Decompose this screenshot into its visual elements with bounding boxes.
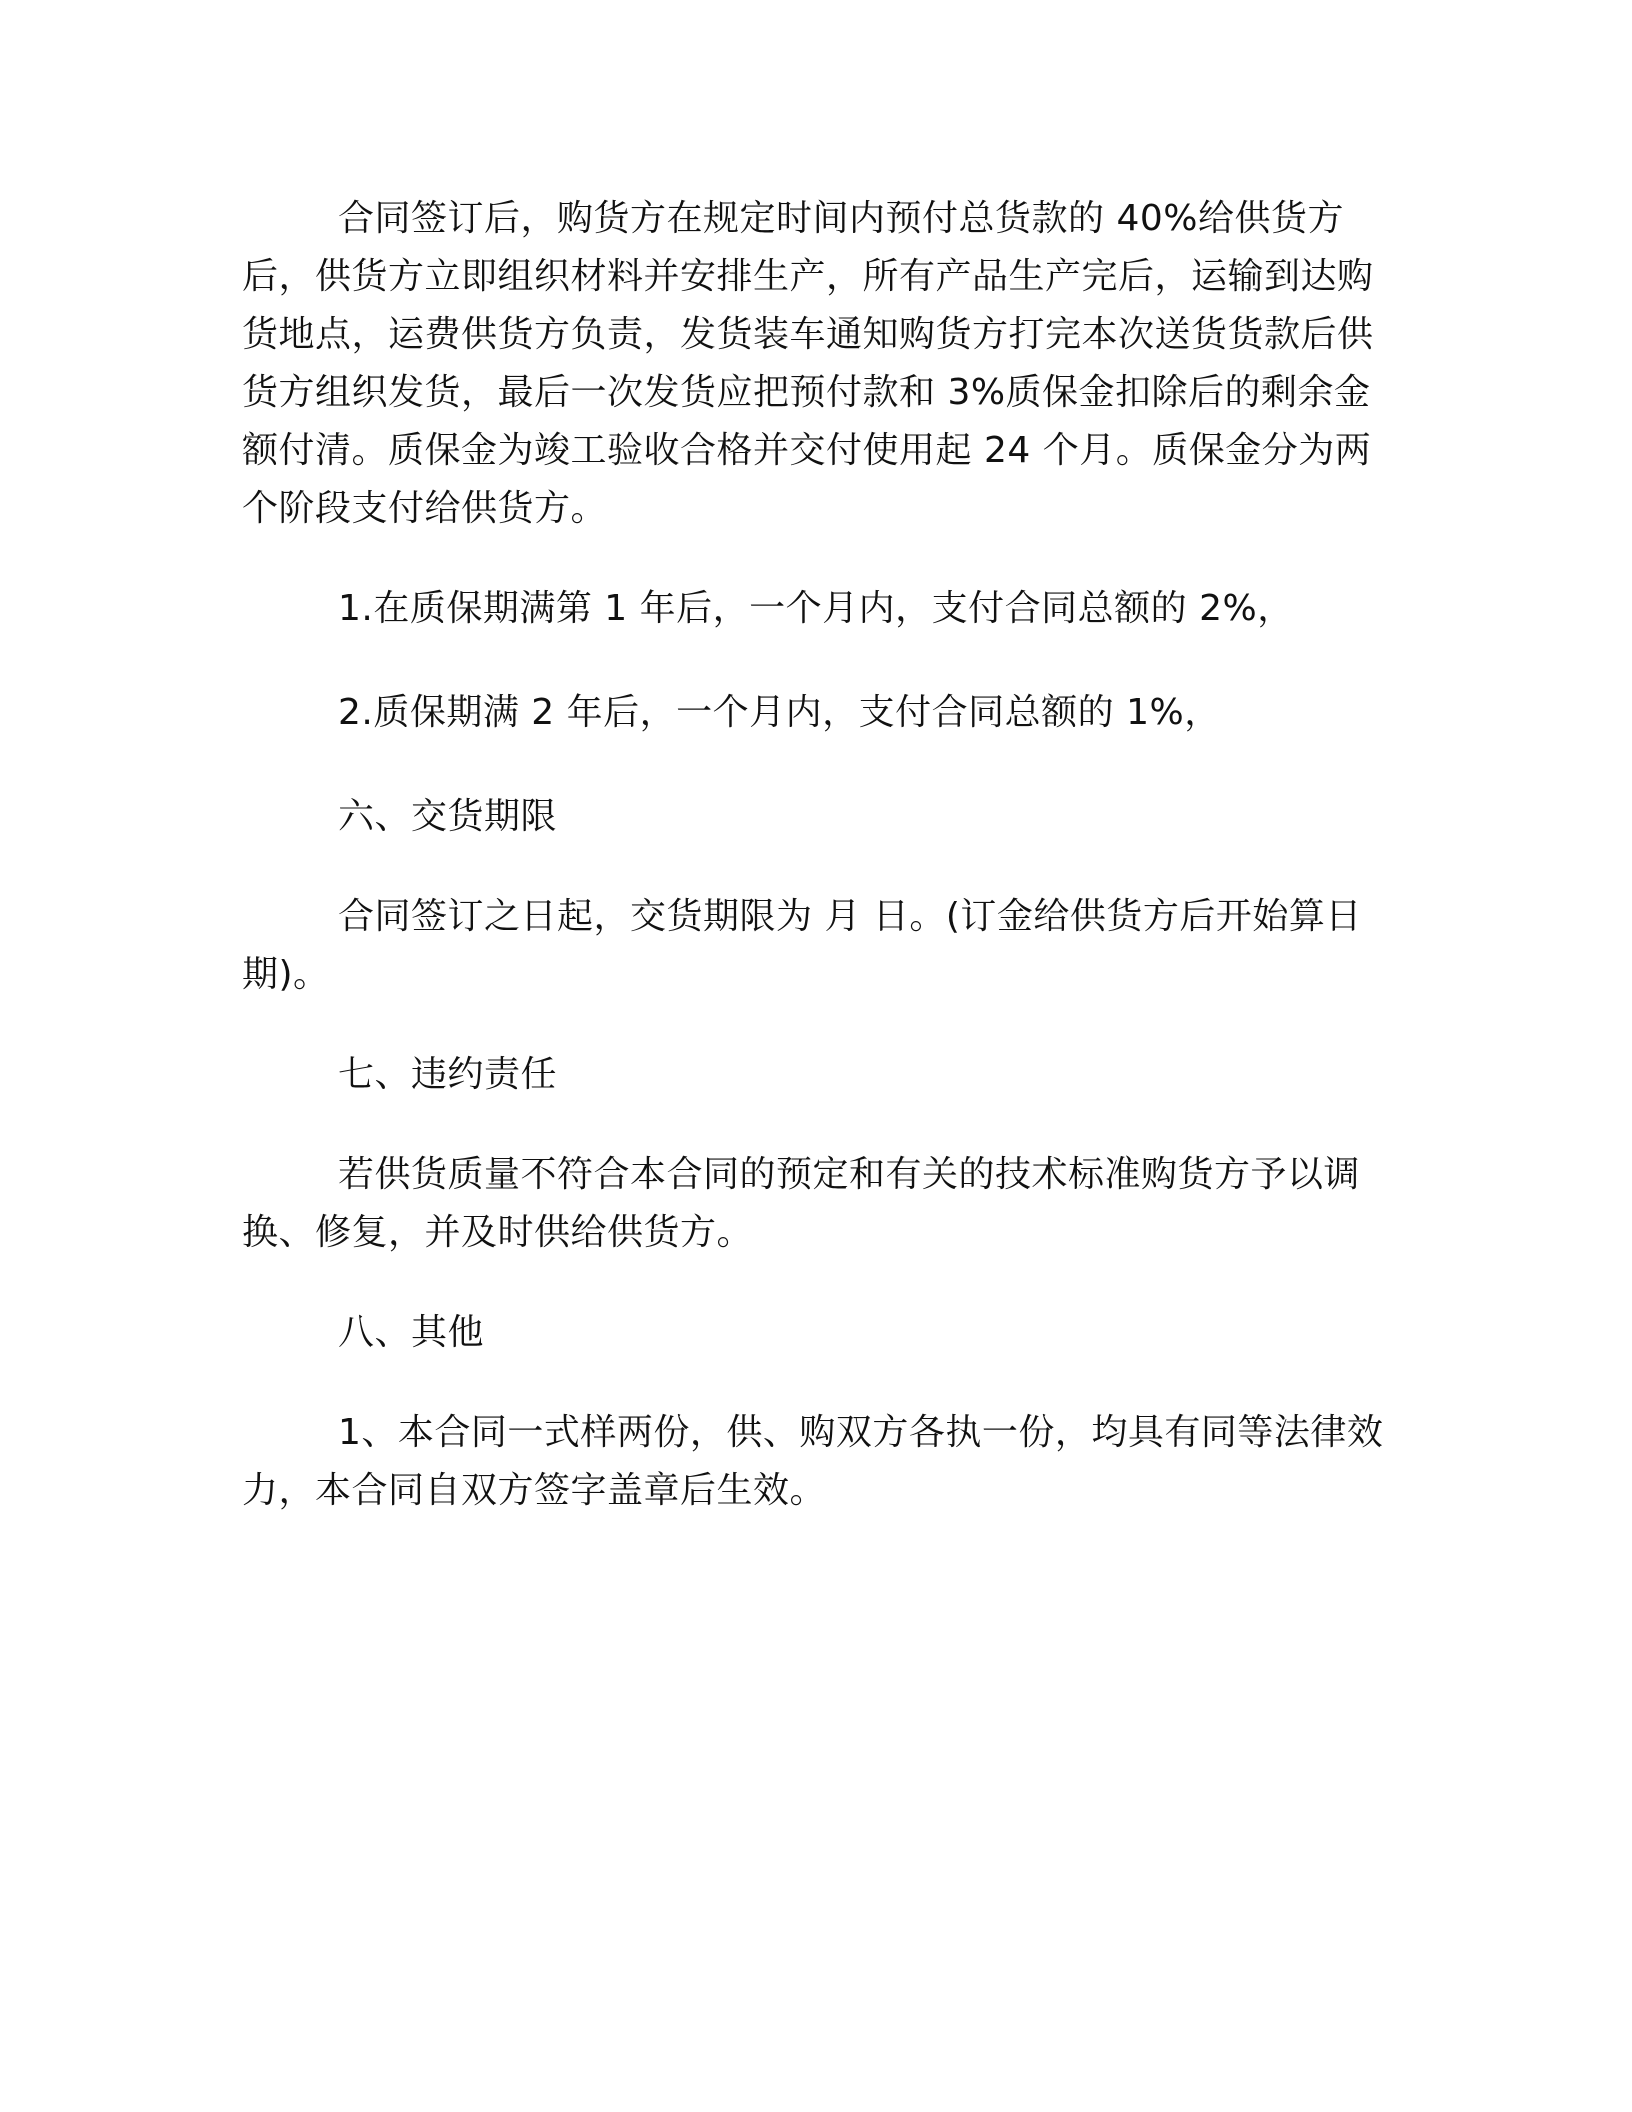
breach-liability-paragraph: 若供货质量不符合本合同的预定和有关的技术标准购货方予以调换、修复，并及时供给供货方。 [242,1154,1361,1253]
warranty-payment-item-1: 1.在质保期满第 1 年后，一个月内，支付合同总额的 2%， [338,588,1294,629]
other-terms-paragraph: 1、本合同一式样两份，供、购双方各执一份，均具有同等法律效力，本合同自双方签字盖章后生效。 [242,1412,1384,1511]
payment-terms-paragraph: 合同签订后，购货方在规定时间内预付总货款的 40%给供货方后，供货方立即组织材料并安排生产，所有产品生产完后，运输到达购货地点，运费供货方负责，发货装车通知购货方打完本次送货货款后供货方组织发货，最后一次发货应把预付款和 3%质保金扣除后的剩余金额付清。质保金为竣工验收合格并交付使用起 24 个月。质保金分为两个阶段支付给供货方。 [242,198,1374,529]
document-body [242,190,1390,1562]
delivery-period-paragraph: 合同签订之日起，交货期限为 月 日。(订金给供货方后开始算日期)。 [242,896,1362,995]
section-heading-delivery-period: 六、交货期限 [338,796,558,837]
section-heading-breach-liability: 七、违约责任 [338,1054,558,1095]
section-heading-other: 八、其他 [338,1312,485,1353]
warranty-payment-item-2: 2.质保期满 2 年后，一个月内，支付合同总额的 1%， [338,692,1221,733]
